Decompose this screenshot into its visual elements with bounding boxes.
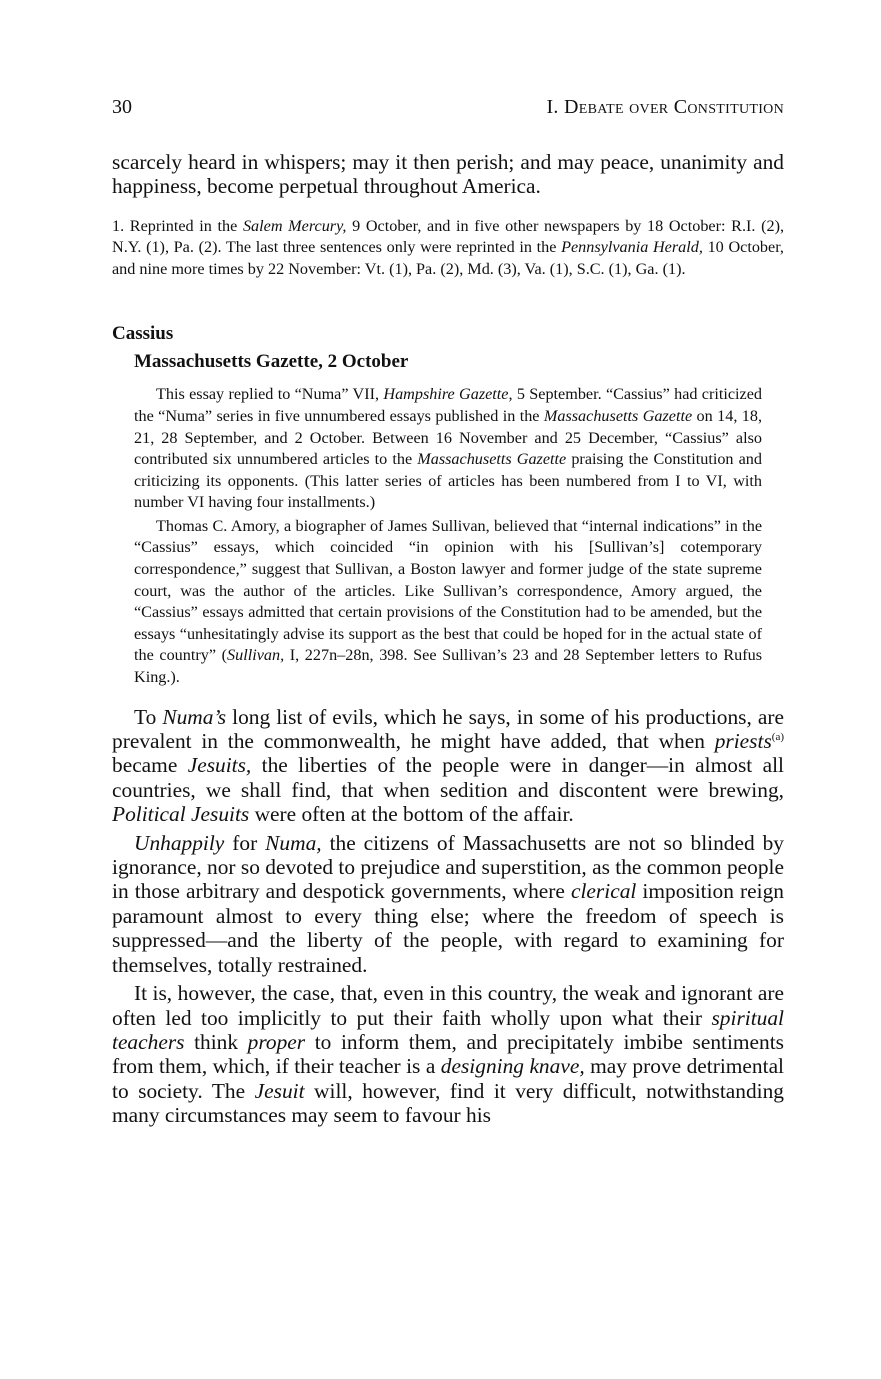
intro-paragraph	[134, 384, 762, 514]
text-run: think	[184, 1029, 248, 1054]
text-run: on 14, 18, 21, 28 September, and 2 October. Between 16 November and 25 December, “Cassius” also contributed six unnumbered articles to the	[134, 406, 763, 469]
essay-paragraph	[112, 981, 784, 1127]
page-number: 30	[112, 96, 132, 118]
intro-paragraph	[134, 516, 762, 689]
text-run: may prove detrimental to society. The	[112, 1054, 785, 1103]
editorial-introduction	[134, 384, 762, 688]
text-run: 5 September. “Cassius” had criticized the “Numa” series in five unnumbered essays published in the	[134, 385, 762, 425]
italic-text: clerical	[571, 879, 637, 904]
essay-text	[112, 705, 784, 1128]
text-run: To	[134, 704, 163, 729]
text-run: the liberties of the people were in danger—in almost all countries, we shall find, that when sedition and discontent were brewing,	[112, 753, 784, 802]
text-run: 10 October, and nine more times by 22 November: Vt. (1), Pa. (2), Md. (3), Va. (1), S.C. (1), Ga. (1).	[112, 238, 784, 278]
section-subtitle: Massachusetts Gazette, 2 October	[134, 351, 409, 373]
essay-paragraph	[112, 831, 784, 977]
italic-text: priests	[714, 729, 772, 754]
italic-text: Unhappily	[134, 830, 225, 855]
text-run: will, however, find it very difficult, notwithstanding many circumstances may seem to favour his	[112, 1078, 784, 1128]
italic-text: Political Jesuits	[112, 802, 250, 827]
running-title: I. Debate over Constitution	[546, 96, 784, 118]
text-run: imposition reign paramount almost to every thing else; where the freedom of speech is suppressed—and the liberty of the people, with regard to examining for themselves, totally restrained.	[112, 879, 784, 977]
italic-text: Salem Mercury,	[242, 216, 347, 235]
italic-text: Massachusetts Gazette	[543, 406, 693, 425]
text-run: for	[224, 830, 266, 855]
book-page	[112, 92, 784, 1128]
text-run: 1. Reprinted in the	[112, 216, 243, 235]
essay-paragraph	[112, 705, 784, 827]
text-run: This essay replied to “Numa” VII,	[156, 385, 384, 404]
text-run: the citizens of Massachusetts are not so blinded by ignorance, nor so devoted to prejudice and superstition, as the common people in those arbitrary and despotick governments, where	[112, 830, 785, 904]
text-run: praising the Constitution and criticizing its opponents. (This latter series of articles has been numbered from I to VI, with number VI having four installments.)	[134, 450, 762, 512]
italic-text: Jesuit	[254, 1078, 305, 1103]
italic-text: Numa’s	[162, 704, 227, 729]
section-title: Cassius	[112, 323, 174, 345]
text-run: to inform them, and precipitately imbibe sentiments from them, which, if their teacher is a	[112, 1029, 784, 1079]
page-header	[112, 92, 784, 128]
italic-text: spiritual teachers	[112, 1005, 784, 1054]
italic-text: Sullivan,	[227, 646, 285, 665]
text-run: 9 October, and in five other newspapers by 18 October: R.I. (2), N.Y. (1), Pa. (2). The last three sentences only were reprinted in the	[112, 216, 785, 257]
text-run: scarcely heard in whispers; may it then perish; and may peace, unanimity and happiness, become perpetual throughout America.	[112, 150, 784, 199]
italic-text: Pennsylvania Herald,	[561, 238, 703, 257]
italic-text: designing knave,	[440, 1054, 585, 1079]
italic-text: proper	[247, 1029, 306, 1054]
italic-text: Numa,	[265, 830, 322, 855]
text-run: Thomas C. Amory, a biographer of James Sullivan, believed that “internal indications” in the “Cassius” essays, which coincided “in opinion with his [Sullivan’s] cotemporary correspondence,” suggest that Sullivan, a Boston lawyer and former judge of the state supreme court, was the author of the articles. Like Sullivan’s correspondence, Amory argued, the “Cassius” essays admitted that certain provisions of the Constitution had to be amended, but the essays “unhesitatingly advise its support as the best that could be hoped for in the actual state of the country” (	[134, 516, 762, 665]
text-run: became	[112, 753, 188, 778]
italic-text: Jesuits,	[187, 753, 252, 778]
text-run: It is, however, the case, that, even in this country, the weak and ignorant are often led too implicitly to put their faith wholly upon what their	[112, 981, 784, 1030]
continuation-paragraph	[112, 150, 784, 199]
text-run: I, 227n–28n, 398. See Sullivan’s 23 and 28 September letters to Rufus King.).	[134, 646, 762, 687]
italic-text: Massachusetts Gazette	[417, 450, 567, 469]
italic-text: Hampshire Gazette,	[383, 385, 513, 404]
text-run: were often at the bottom of the affair.	[249, 802, 574, 827]
text-run: long list of evils, which he says, in some of his productions, are prevalent in the commonwealth, he might have added, that when	[112, 704, 784, 754]
footnote	[112, 216, 784, 281]
note-reference: (a)	[771, 731, 784, 744]
